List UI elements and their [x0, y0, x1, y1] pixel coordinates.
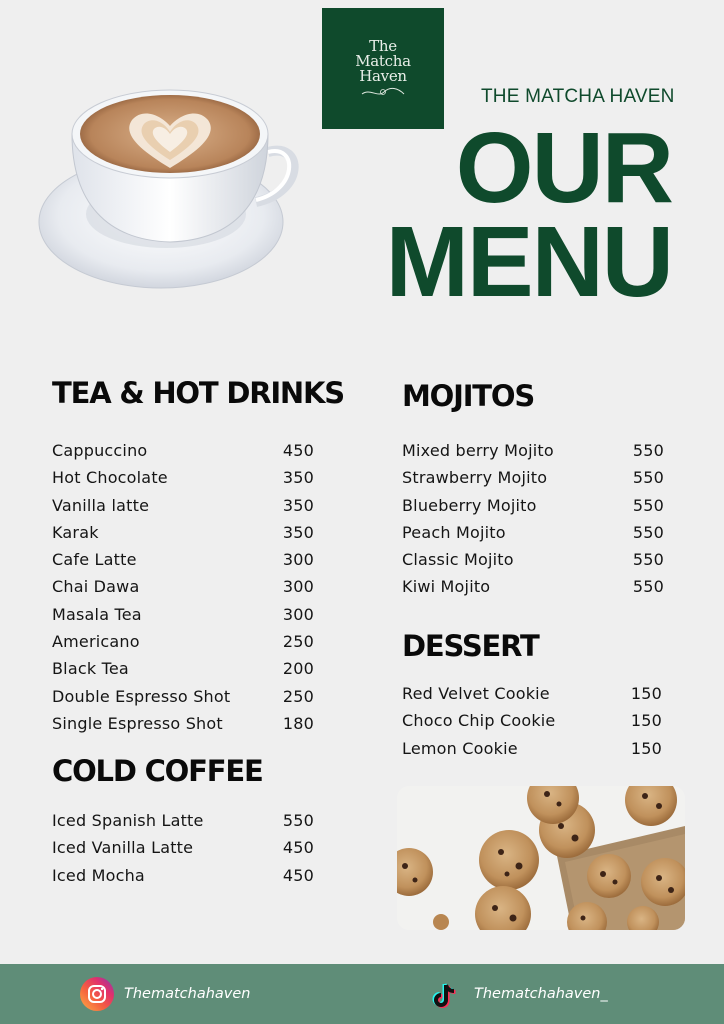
item-price: 550 — [632, 495, 664, 515]
section-title-mojitos: MOJITOS — [402, 379, 535, 413]
list-item — [402, 519, 664, 546]
mojitos-menu-list — [402, 437, 664, 601]
item-name: Mixed berry Mojito — [402, 441, 554, 460]
instagram-link[interactable] — [80, 964, 250, 1024]
item-name: Red Velvet Cookie — [402, 684, 550, 703]
item-price: 350 — [282, 468, 314, 488]
list-item — [402, 680, 662, 707]
item-name: Cappuccino — [52, 441, 148, 460]
item-price: 450 — [282, 865, 314, 885]
item-price: 150 — [630, 684, 662, 703]
item-price: 350 — [282, 495, 314, 515]
list-item — [52, 546, 314, 573]
coffee-cup-image — [36, 82, 302, 296]
list-item — [402, 546, 664, 573]
logo-line-3: Haven — [359, 67, 407, 85]
list-item — [52, 834, 314, 861]
item-name: Peach Mojito — [402, 522, 506, 542]
list-item — [52, 601, 314, 628]
brand-name: THE MATCHA HAVEN — [481, 86, 675, 107]
item-name: Classic Mojito — [402, 550, 514, 570]
item-name: Choco Chip Cookie — [402, 711, 556, 731]
item-price: 550 — [632, 441, 664, 460]
instagram-handle: Thematchahaven — [124, 986, 251, 1002]
item-price: 450 — [282, 441, 314, 460]
item-name: Americano — [52, 632, 140, 652]
item-price: 550 — [282, 811, 314, 830]
item-price: 550 — [632, 577, 664, 597]
section-title-cold-coffee: COLD COFFEE — [52, 754, 263, 788]
item-name: Blueberry Mojito — [402, 495, 537, 515]
item-price: 150 — [630, 738, 662, 758]
item-price: 150 — [630, 711, 662, 731]
item-price: 350 — [282, 522, 314, 542]
item-name: Iced Vanilla Latte — [52, 838, 194, 858]
list-item — [402, 573, 664, 600]
logo — [322, 8, 444, 129]
tiktok-handle: Thematchahaven_ — [474, 986, 608, 1002]
section-title-tea: TEA & HOT DRINKS — [52, 376, 344, 410]
logo-line-2: Matcha — [355, 52, 411, 70]
item-price: 250 — [282, 686, 314, 706]
logo-swirl-icon — [360, 86, 406, 98]
list-item — [52, 519, 314, 546]
list-item — [402, 464, 664, 491]
item-price: 180 — [282, 713, 314, 733]
tea-menu-list — [52, 437, 314, 737]
item-name: Lemon Cookie — [402, 738, 518, 758]
item-name: Vanilla latte — [52, 495, 150, 515]
item-name: Strawberry Mojito — [402, 468, 548, 488]
list-item — [52, 710, 314, 737]
cookies-photo — [397, 786, 685, 930]
item-name: Masala Tea — [52, 604, 142, 624]
list-item — [402, 437, 664, 464]
item-name: Single Espresso Shot — [52, 713, 223, 733]
list-item — [52, 573, 314, 600]
item-price: 550 — [632, 468, 664, 488]
tiktok-icon — [432, 977, 464, 1011]
item-price: 550 — [632, 550, 664, 570]
section-title-dessert: DESSERT — [402, 629, 539, 663]
logo-line-1: The — [369, 37, 397, 55]
item-name: Double Espresso Shot — [52, 686, 231, 706]
list-item — [52, 628, 314, 655]
instagram-icon — [80, 977, 114, 1011]
item-name: Iced Mocha — [52, 865, 145, 885]
hero-title-line-1: OUR — [455, 112, 672, 224]
footer-bar — [0, 964, 724, 1024]
item-name: Chai Dawa — [52, 577, 140, 597]
list-item — [52, 655, 314, 682]
item-name: Black Tea — [52, 659, 129, 679]
list-item — [402, 707, 662, 734]
list-item — [52, 862, 314, 889]
list-item — [52, 464, 314, 491]
item-price: 550 — [632, 522, 664, 542]
item-price: 450 — [282, 838, 314, 858]
item-price: 300 — [282, 550, 314, 570]
dessert-menu-list — [402, 680, 662, 762]
item-price: 200 — [282, 659, 314, 679]
list-item — [52, 683, 314, 710]
item-name: Kiwi Mojito — [402, 577, 491, 597]
list-item — [402, 735, 662, 762]
list-item — [52, 492, 314, 519]
item-name: Iced Spanish Latte — [52, 811, 204, 830]
item-price: 300 — [282, 604, 314, 624]
list-item — [52, 807, 314, 834]
item-name: Hot Chocolate — [52, 468, 168, 488]
item-name: Karak — [52, 522, 99, 542]
list-item — [402, 492, 664, 519]
tiktok-link[interactable] — [432, 964, 608, 1024]
hero-title-line-2: MENU — [385, 206, 672, 318]
list-item — [52, 437, 314, 464]
item-price: 300 — [282, 577, 314, 597]
cold-coffee-menu-list — [52, 807, 314, 889]
item-name: Cafe Latte — [52, 550, 137, 570]
item-price: 250 — [282, 632, 314, 652]
